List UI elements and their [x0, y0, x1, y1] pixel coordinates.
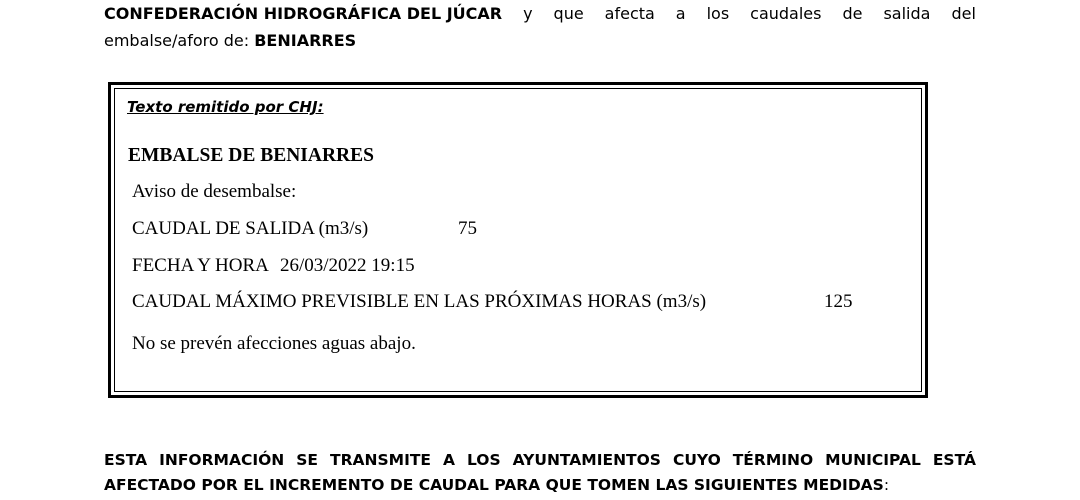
fecha-hora-value: 26/03/2022 19:15 — [280, 255, 415, 276]
intro-word: del — [951, 4, 976, 23]
footer-word: TÉRMINO — [732, 451, 814, 469]
footer-word: AYUNTAMIENTOS — [512, 451, 661, 469]
intro-word: que — [553, 4, 584, 23]
intro-line-1 — [104, 0, 976, 27]
caudal-salida-value: 75 — [458, 218, 477, 239]
footer-word: CUYO — [672, 451, 721, 469]
footer-word: ESTA — [104, 451, 148, 469]
footer-paragraph — [104, 448, 976, 498]
notice-aviso: Aviso de desembalse: — [132, 181, 297, 202]
intro-word: a — [675, 4, 686, 23]
footer-line-1 — [104, 448, 976, 473]
footer-word: INFORMACIÓN — [159, 451, 285, 469]
intro-line-2 — [104, 27, 976, 54]
intro-word: salida — [883, 4, 931, 23]
footer-word: MUNICIPAL — [825, 451, 921, 469]
intro-word: los — [706, 4, 730, 23]
intro-word: y — [523, 4, 533, 23]
afecciones-text: No se prevén afecciones aguas abajo. — [132, 333, 416, 354]
footer-colon: : — [883, 476, 890, 494]
notice-source-label: Texto remitido por CHJ: — [127, 98, 324, 116]
intro-paragraph — [104, 0, 976, 54]
notice-title: EMBALSE DE BENIARRES — [128, 145, 374, 166]
footer-line-2-text: AFECTADO POR EL INCREMENTO DE CAUDAL PARA QUE TOMEN LAS SIGUIENTES MEDIDAS — [104, 476, 884, 494]
fecha-hora-label: FECHA Y HORA — [132, 255, 269, 276]
intro-prefix: embalse/aforo de: — [104, 31, 255, 50]
organization-name: CONFEDERACIÓN HIDROGRÁFICA DEL JÚCAR — [104, 4, 503, 23]
footer-word: A — [442, 451, 455, 469]
footer-word: ESTÁ — [932, 451, 976, 469]
footer-line-2 — [104, 473, 976, 498]
caudal-maximo-value: 125 — [824, 291, 853, 312]
intro-word: afecta — [604, 4, 655, 23]
footer-word: SE — [296, 451, 319, 469]
footer-word: LOS — [466, 451, 501, 469]
caudal-salida-label: CAUDAL DE SALIDA (m3/s) — [132, 218, 369, 239]
intro-word: caudales — [750, 4, 822, 23]
footer-word: TRANSMITE — [330, 451, 431, 469]
caudal-maximo-label: CAUDAL MÁXIMO PREVISIBLE EN LAS PRÓXIMAS HORAS (m3/s) — [132, 291, 707, 312]
intro-word: de — [842, 4, 863, 23]
reservoir-name: BENIARRES — [254, 31, 357, 50]
